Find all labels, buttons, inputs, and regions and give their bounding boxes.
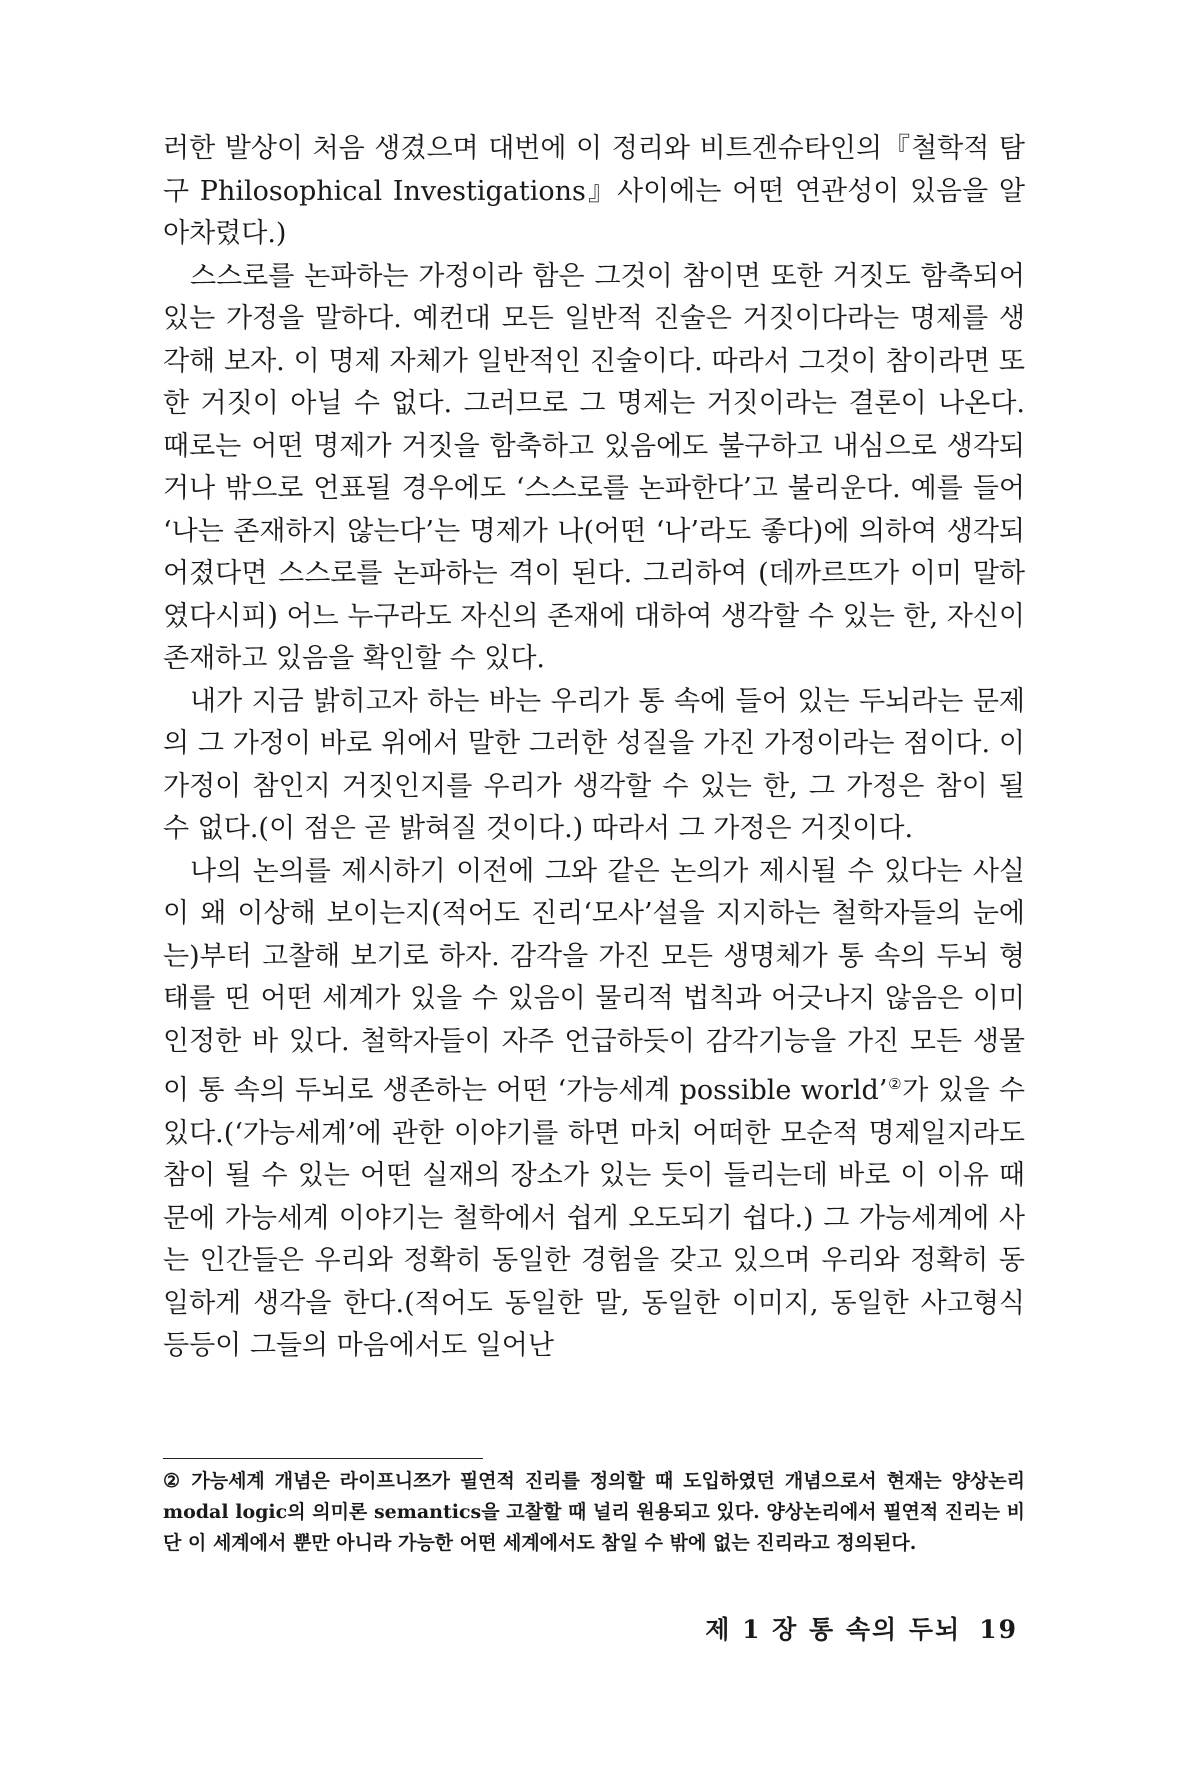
paragraph-continuation: 러한 발상이 처음 생겼으며 대번에 이 정리와 비트겐슈타인의『철학적 탐구 Philosophical Investigations』사이에는 어떤 연관성이 있음을 알아차렸다.) [163, 133, 1025, 249]
footnote-reference: ② [887, 1075, 903, 1093]
page-footer [705, 1610, 1018, 1646]
paragraph-possible-world-text: 나의 논의를 제시하기 이전에 그와 같은 논의가 제시될 수 있다는 사실이 왜 이상해 보이는지(적어도 진리‘모사’설을 지지하는 철학자들의 눈에는)부터 고찰해 보기로 하자. 감각을 가진 모든 생명체가 통 속의 두뇌 형태를 띤 어떤 세계가 있을 수 있음이 물리적 법칙과 어긋나지 않음은 이미 인정한 바 있다. 철학자들이 자주 언급하듯이 감각기능을 가진 모든 생물이 통 속의 두뇌로 생존하는 어떤 ‘가능세계 possible world’ [163, 855, 1025, 1106]
paragraph-thesis: 내가 지금 밝히고자 하는 바는 우리가 통 속에 들어 있는 두뇌라는 문제의 그 가정이 바로 위에서 말한 그러한 성질을 가진 가정이라는 점이다. 이 가정이 참인지 거짓인지를 우리가 생각할 수 있는 한, 그 가정은 참이 될 수 없다.(이 점은 곧 밝혀질 것이다.) 따라서 그 가정은 거짓이다. [163, 685, 1025, 844]
paragraph-possible-world [163, 851, 1025, 1368]
body-text [163, 128, 1025, 1368]
page-number: 19 [979, 1615, 1018, 1644]
footnote-text: 가능세계 개념은 라이프니쯔가 필연적 진리를 정의할 때 도입하였던 개념으로서 현재는 양상논리 modal logic의 의미론 semantics을 고찰할 때 널리 원용되고 있다. 양상논리에서 필연적 진리는 비단 이 세계에서 뿐만 아니라 가능한 어떤 세계에서도 참일 수 밖에 없는 진리라고 정의된다. [163, 1470, 1025, 1554]
footnote-marker: ② [163, 1470, 184, 1492]
footnote [163, 1466, 1025, 1559]
paragraph-self-refuting: 스스로를 논파하는 가정이라 함은 그것이 참이면 또한 거짓도 함축되어 있는 가정을 말하다. 예컨대 모든 일반적 진술은 거짓이다라는 명제를 생각해 보자. 이 명제 자체가 일반적인 진술이다. 따라서 그것이 참이라면 또한 거짓이 아닐 수 없다. 그러므로 그 명제는 거짓이라는 결론이 나온다. 때로는 어떤 명제가 거짓을 함축하고 있음에도 불구하고 내심으로 생각되거나 밖으로 언표될 경우에도 ‘스스로를 논파한다’고 불리운다. 예를 들어 ‘나는 존재하지 않는다’는 명제가 나(어떤 ‘나’라도 좋다)에 의하여 생각되어졌다면 스스로를 논파하는 격이 된다. 그리하여 (데까르뜨가 이미 말하였다시피) 어느 누구라도 자신의 존재에 대하여 생각할 수 있는 한, 자신이 존재하고 있음을 확인할 수 있다. [163, 260, 1025, 674]
chapter-title: 제 1 장 통 속의 두뇌 [705, 1615, 962, 1644]
paragraph-possible-world-text-cont: 가 있을 수 있다.(‘가능세계’에 관한 이야기를 하면 마치 어떠한 모순적 명제일지라도 참이 될 수 있는 어떤 실재의 장소가 있는 듯이 들리는데 바로 이 이유 때문에 가능세계 이야기는 철학에서 쉽게 오도되기 쉽다.) 그 가능세계에 사는 인간들은 우리와 정확히 동일한 경험을 갖고 있으며 우리와 정확히 동일하게 생각을 한다.(적어도 동일한 말, 동일한 이미지, 동일한 사고형식 등등이 그들의 마음에서도 일어난 [163, 1075, 1026, 1361]
footnote-divider [163, 1458, 483, 1459]
